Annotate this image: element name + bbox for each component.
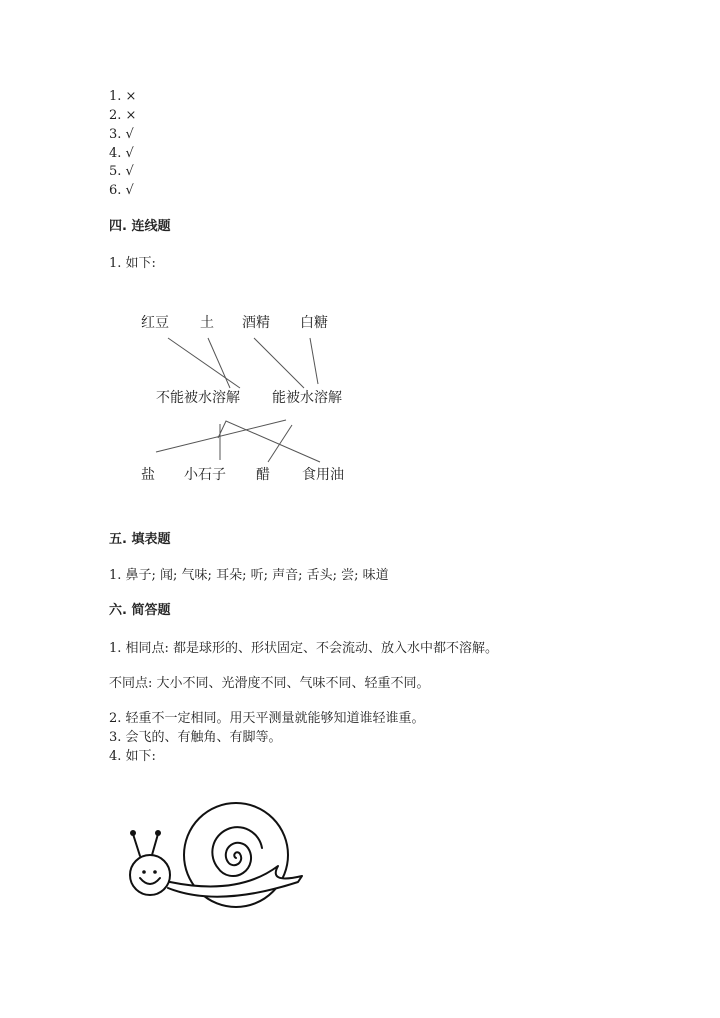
snail-antenna-left — [133, 834, 140, 856]
section-6-answer-1b: 不同点: 大小不同、光滑度不同、气味不同、轻重不同。 — [109, 676, 430, 691]
answer-line-2: 2. × — [109, 108, 137, 123]
top-label-3: 酒精 — [242, 315, 270, 331]
matching-diagram — [128, 300, 368, 490]
section-6-answer-3: 3. 会飞的、有触角、有脚等。 — [109, 730, 282, 745]
answer-line-4: 4. √ — [109, 146, 134, 161]
top-label-1: 红豆 — [141, 315, 169, 331]
answer-line-6: 6. √ — [109, 183, 134, 198]
link-line-3 — [254, 338, 304, 388]
link-line-5 — [156, 420, 286, 452]
middle-label-1: 不能被水溶解 — [156, 390, 240, 406]
link-line-7 — [268, 425, 292, 462]
section-4-item-1: 1. 如下: — [109, 256, 156, 271]
link-line-2 — [208, 338, 230, 388]
snail-antenna-right — [152, 834, 158, 855]
link-line-4 — [310, 338, 318, 384]
bottom-label-3: 醋 — [256, 467, 270, 483]
answer-line-3: 3. √ — [109, 127, 134, 142]
answer-line-1: 1. × — [109, 89, 137, 104]
section-5-heading: 五. 填表题 — [109, 532, 171, 547]
link-line-1 — [168, 338, 240, 388]
bottom-label-1: 盐 — [141, 467, 155, 483]
top-label-2: 土 — [200, 315, 214, 331]
top-label-4: 白糖 — [300, 315, 328, 331]
bottom-label-2: 小石子 — [184, 467, 226, 483]
section-6-answer-1: 1. 相同点: 都是球形的、形状固定、不会流动、放入水中都不溶解。 — [109, 641, 499, 656]
snail-drawing — [118, 800, 318, 910]
bottom-label-4: 食用油 — [302, 467, 344, 483]
section-5-answer: 1. 鼻子; 闻; 气味; 耳朵; 听; 声音; 舌头; 尝; 味道 — [109, 568, 389, 583]
snail-head — [130, 855, 170, 895]
section-6-answer-4: 4. 如下: — [109, 749, 156, 764]
answer-line-5: 5. √ — [109, 164, 134, 179]
section-4-heading: 四. 连线题 — [109, 219, 171, 234]
section-6-heading: 六. 简答题 — [109, 603, 171, 618]
middle-label-2: 能被水溶解 — [272, 390, 342, 406]
section-6-answer-2: 2. 轻重不一定相同。用天平测量就能够知道谁轻谁重。 — [109, 711, 425, 726]
link-line-8 — [218, 421, 320, 462]
